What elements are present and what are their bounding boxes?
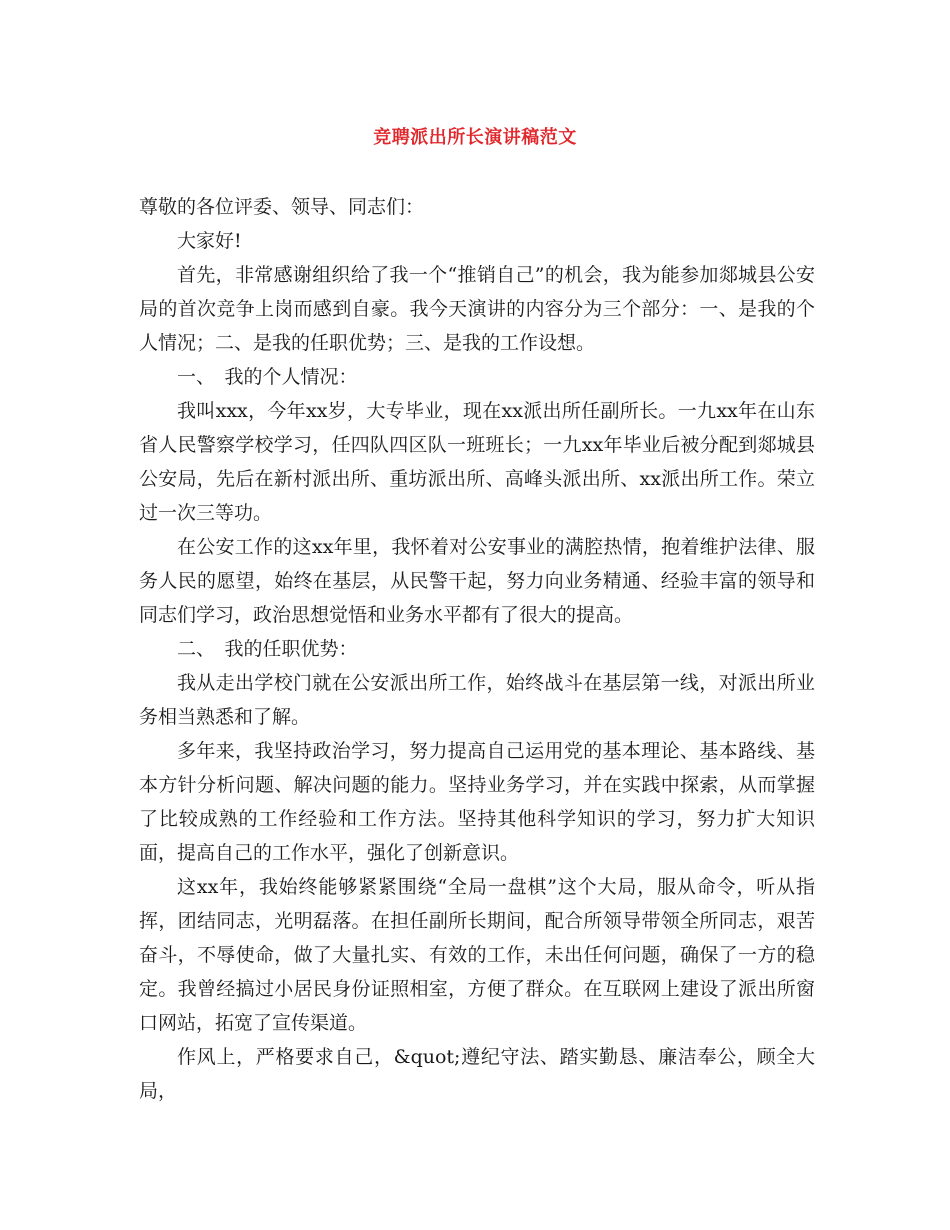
section-heading-advantages: 二、 我的任职优势： (177, 638, 358, 660)
salutation-paragraph: 尊敬的各位评委、领导、同志们： (139, 196, 425, 218)
personal-paragraph-1: 我叫xxx，今年xx岁，大专毕业，现在xx派出所任副所长。一九xx年在山东省人民警察学校学习，任四队四区队一班班长；一九xx年毕业后被分配到郯城县公安局，先后在新村派出所、重坊派出所、高峰头派出所、xx派出所工作。荣立过一次三等功。 (139, 400, 815, 524)
personal-paragraph-2: 在公安工作的这xx年里，我怀着对公安事业的满腔热情，抱着维护法律、服务人民的愿望，始终在基层，从民警干起，努力向业务精通、经验丰富的领导和同志们学习，政治思想觉悟和业务水平都有了很大的提高。 (139, 536, 815, 626)
greeting-paragraph: 大家好! (177, 230, 242, 252)
advantage-paragraph-3: 这xx年，我始终能够紧紧围绕“全局一盘棋”这个大局，服从命令，听从指挥，团结同志，光明磊落。在担任副所长期间，配合所领导带领全所同志，艰苦奋斗，不辱使命，做了大量扎实、有效的工作，未出任何问题，确保了一方的稳定。我曾经搞过小居民身份证照相室，方便了群众。在互联网上建设了派出所窗口网站，拓宽了宣传渠道。 (139, 876, 815, 1034)
advantage-paragraph-4: 作风上，严格要求自己，&quot;遵纪守法、踏实勤恳、廉洁奉公，顾全大局， (139, 1046, 815, 1102)
section-heading-personal: 一、 我的个人情况： (177, 366, 358, 388)
document-body (139, 190, 815, 1108)
advantage-paragraph-2: 多年来，我坚持政治学习，努力提高自己运用党的基本理论、基本路线、基本方针分析问题、解决问题的能力。坚持业务学习，并在实践中探索，从而掌握了比较成熟的工作经验和工作方法。坚持其他科学知识的学习，努力扩大知识面，提高自己的工作水平，强化了创新意识。 (139, 740, 815, 864)
intro-paragraph: 首先，非常感谢组织给了我一个“推销自己”的机会，我为能参加郯城县公安局的首次竞争上岗而感到自豪。我今天演讲的内容分为三个部分：一、是我的个人情况；二、是我的任职优势；三、是我的工作设想。 (139, 264, 815, 354)
advantage-paragraph-1: 我从走出学校门就在公安派出所工作，始终战斗在基层第一线，对派出所业务相当熟悉和了解。 (139, 672, 815, 728)
document-title: 竞聘派出所长演讲稿范文 (373, 127, 577, 148)
